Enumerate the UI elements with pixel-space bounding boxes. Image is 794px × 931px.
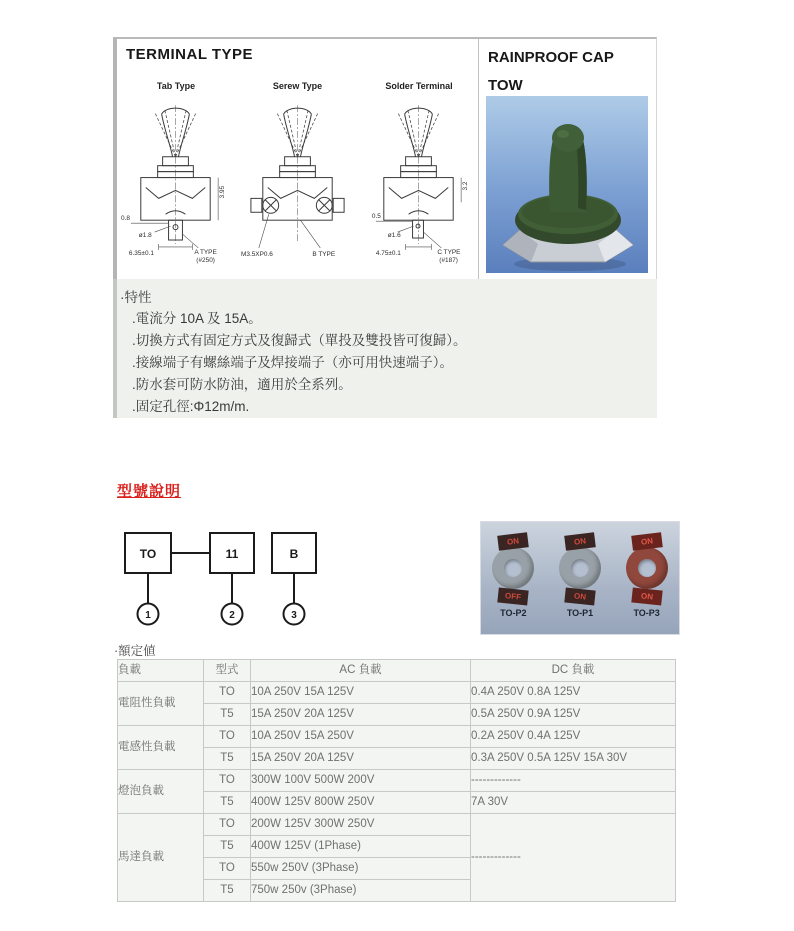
- feature-item: .防水套可防水防油，適用於全系列。: [132, 377, 352, 392]
- type-code: (#187): [439, 256, 458, 264]
- plate-washer: [559, 547, 601, 589]
- feature-item: .接線端子有螺絲端子及焊接端子（亦可用快速端子）。: [132, 355, 453, 370]
- table-row: [118, 770, 676, 792]
- rainproof-cap-section: [478, 39, 656, 280]
- rainproof-title: RAINPROOF CAP: [488, 49, 614, 66]
- table-cell: T5: [204, 792, 251, 814]
- type-label: A TYPE: [194, 248, 217, 256]
- plate-mark-top: ON: [564, 532, 596, 551]
- ratings-table: [117, 659, 676, 902]
- plate-label: TO-P3: [633, 608, 660, 618]
- merged-dc-cell: -------------: [471, 814, 676, 902]
- plate-hole: [504, 559, 522, 577]
- rainproof-cap-photo: [486, 96, 648, 273]
- table-cell: 15A 250V 20A 125V: [251, 704, 471, 726]
- table-cell: TO: [204, 858, 251, 880]
- plate-to-p3: [622, 531, 672, 607]
- plate-hole: [638, 559, 656, 577]
- dim-label: ø1.8: [138, 232, 152, 240]
- circle-number: 1: [145, 610, 151, 621]
- toggle-switch-drawing: [241, 94, 355, 276]
- model-box-label: B: [289, 547, 299, 561]
- column-header-ac: AC 負載: [251, 660, 471, 682]
- table-row: [118, 682, 676, 704]
- switch-plates-photo: [480, 521, 680, 635]
- load-group-cell: 電阻性負載: [118, 682, 204, 726]
- table-cell: T5: [204, 748, 251, 770]
- table-cell: 400W 125V 800W 250V: [251, 792, 471, 814]
- table-cell: 15A 250V 20A 125V: [251, 748, 471, 770]
- features-section: [113, 279, 657, 418]
- dim-label: 3.2: [462, 181, 470, 191]
- table-row: [118, 726, 676, 748]
- table-cell: 0.3A 250V 0.5A 125V 15A 30V: [471, 748, 676, 770]
- type-label: C TYPE: [437, 248, 461, 256]
- table-cell: 550w 250V (3Phase): [251, 858, 471, 880]
- plate-labels-row: [480, 608, 680, 618]
- plate-mark-bottom: ON: [631, 587, 662, 605]
- dim-label: 0.5: [371, 213, 381, 221]
- model-box-label: TO: [139, 547, 157, 561]
- table-cell: 300W 100V 500W 200V: [251, 770, 471, 792]
- plate-to-p2: [488, 531, 538, 607]
- feature-item: .固定孔徑:Φ12m/m.: [132, 399, 250, 414]
- table-cell: T5: [204, 880, 251, 902]
- table-cell: 200W 125V 300W 250V: [251, 814, 471, 836]
- table-cell: T5: [204, 704, 251, 726]
- column-header-dc: DC 負載: [471, 660, 676, 682]
- terminal-drawings-pane: [117, 39, 478, 280]
- section-title: TERMINAL TYPE: [126, 46, 254, 63]
- dim-label: 3.95: [219, 185, 227, 199]
- model-number-diagram: [117, 527, 327, 631]
- table-cell: 7A 30V: [471, 792, 676, 814]
- load-group-cell: 馬達負載: [118, 814, 204, 902]
- table-cell: TO: [204, 682, 251, 704]
- drawing-title: Solder Terminal: [385, 81, 453, 91]
- load-group-cell: 燈泡負載: [118, 770, 204, 814]
- plate-mark-bottom: ON: [564, 587, 595, 605]
- type-code: (#250): [196, 256, 215, 264]
- table-cell: 400W 125V (1Phase): [251, 836, 471, 858]
- terminal-type-section: [113, 37, 657, 281]
- plate-washer: [492, 547, 534, 589]
- table-cell: 0.4A 250V 0.8A 125V: [471, 682, 676, 704]
- dim-label: 6.35±0.1: [128, 249, 154, 257]
- table-row: [118, 814, 676, 836]
- table-cell: TO: [204, 814, 251, 836]
- model-box-label: 11: [225, 547, 239, 561]
- circle-number: 3: [291, 610, 297, 621]
- table-cell: 10A 250V 15A 250V: [251, 726, 471, 748]
- table-cell: 0.2A 250V 0.4A 125V: [471, 726, 676, 748]
- plate-label: TO-P2: [500, 608, 527, 618]
- table-cell: T5: [204, 836, 251, 858]
- plate-washer: [626, 547, 668, 589]
- drawing-solder-terminal: [360, 81, 478, 276]
- table-cell: 10A 250V 15A 125V: [251, 682, 471, 704]
- rainproof-cap-image: [486, 96, 648, 273]
- plate-mark-top: ON: [631, 532, 663, 551]
- feature-item: .電流分 10A 及 15A。: [132, 311, 262, 326]
- dim-label: M3.5XP0.6: [240, 250, 273, 258]
- toggle-switch-drawing: [119, 94, 233, 276]
- plate-mark-bottom: OFF: [498, 587, 529, 605]
- table-cell: 750w 250v (3Phase): [251, 880, 471, 902]
- plate-to-p1: [555, 531, 605, 607]
- drawing-title: Tab Type: [156, 81, 196, 91]
- table-cell: TO: [204, 726, 251, 748]
- drawing-tab-type: [117, 81, 235, 276]
- rainproof-model: TOW: [488, 77, 523, 94]
- table-cell: TO: [204, 770, 251, 792]
- plate-hole: [571, 559, 589, 577]
- plates-row: [480, 521, 680, 607]
- feature-item: .切換方式有固定方式及復歸式（單投及雙投皆可復歸）。: [132, 333, 467, 348]
- column-header-load: 負載: [118, 660, 204, 682]
- column-header-type: 型式: [204, 660, 251, 682]
- model-section-heading: 型號說明: [117, 483, 182, 500]
- dim-label: 0.8: [120, 215, 130, 223]
- plate-mark-top: ON: [498, 532, 530, 551]
- table-header-row: [118, 660, 676, 682]
- load-group-cell: 電感性負載: [118, 726, 204, 770]
- dim-label: ø1.6: [387, 232, 401, 240]
- drawing-title: Serew Type: [272, 81, 323, 91]
- plate-label: TO-P1: [566, 608, 594, 618]
- terminal-drawings-row: [117, 81, 478, 276]
- toggle-switch-drawing: [362, 94, 476, 276]
- type-label: B TYPE: [311, 250, 335, 258]
- dim-label: 4.75±0.1: [375, 249, 401, 257]
- features-heading: ·特性: [120, 290, 152, 305]
- table-cell: -------------: [471, 770, 676, 792]
- table-cell: 0.5A 250V 0.9A 125V: [471, 704, 676, 726]
- ratings-heading: ·額定値: [114, 644, 156, 658]
- drawing-screw-type: [239, 81, 357, 276]
- circle-number: 2: [229, 610, 235, 621]
